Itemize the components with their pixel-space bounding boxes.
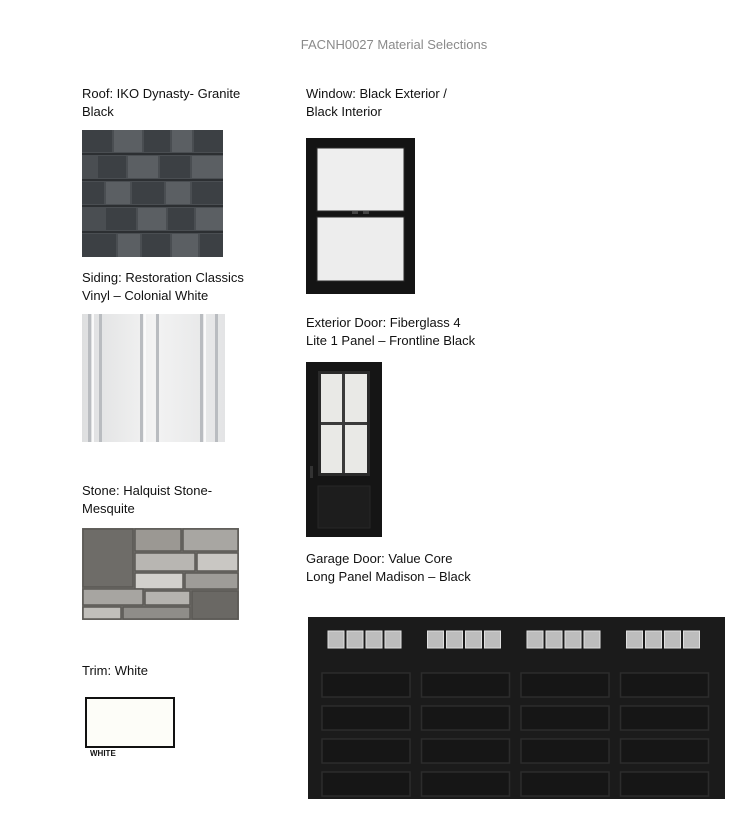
garage-window-lite	[328, 631, 344, 648]
garage-long-panel	[621, 772, 709, 796]
garage-long-panel	[322, 772, 410, 796]
garage-window-lite	[466, 631, 482, 648]
garage-window-lite	[428, 631, 444, 648]
exterior-door-image	[306, 362, 382, 537]
garage-long-panel	[322, 706, 410, 730]
roof-shingle-swatch	[82, 130, 223, 257]
garage-long-panel	[621, 739, 709, 763]
siding-label: Siding: Restoration Classics Vinyl – Colonial White	[82, 270, 244, 303]
roof-label: Roof: IKO Dynasty- Granite Black	[82, 86, 241, 119]
garage-long-panel	[521, 772, 609, 796]
garage-long-panel	[422, 739, 510, 763]
siding-swatch	[82, 314, 225, 442]
garage-long-panel	[422, 673, 510, 697]
stone-swatch	[82, 528, 239, 620]
window-label: Window: Black Exterior / Black Interior	[306, 86, 447, 119]
garage-long-panel	[521, 706, 609, 730]
garage-long-panel	[422, 706, 510, 730]
garage-window-lite	[527, 631, 543, 648]
garage-long-panel	[521, 673, 609, 697]
garage-long-panel	[422, 772, 510, 796]
garage-window-lite	[447, 631, 463, 648]
page-title: FACNH0027 Material Selections	[300, 37, 488, 52]
garage-window-lite	[565, 631, 581, 648]
garage-long-panel	[621, 673, 709, 697]
window-image	[306, 138, 415, 294]
garage-window-lite	[627, 631, 643, 648]
garage-window-lite	[366, 631, 382, 648]
door-label: Exterior Door: Fiberglass 4 Lite 1 Panel – Frontline Black	[306, 315, 476, 348]
garage-window-lite	[347, 631, 363, 648]
trim-swatch-caption: WHITE	[90, 749, 116, 758]
garage-window-lite	[546, 631, 562, 648]
garage-window-lite	[684, 631, 700, 648]
trim-white-swatch	[85, 697, 175, 748]
garage-window-lite	[584, 631, 600, 648]
garage-long-panel	[322, 673, 410, 697]
stone-label: Stone: Halquist Stone- Mesquite	[82, 483, 213, 516]
garage-window-lite	[646, 631, 662, 648]
garage-window-lite	[485, 631, 501, 648]
garage-long-panel	[621, 706, 709, 730]
garage-door-image	[308, 617, 725, 799]
garage-long-panel	[521, 739, 609, 763]
garage-label: Garage Door: Value Core Long Panel Madison – Black	[306, 551, 471, 584]
trim-label: Trim: White	[82, 663, 148, 678]
garage-window-lite	[385, 631, 401, 648]
garage-window-lite	[665, 631, 681, 648]
garage-long-panel	[322, 739, 410, 763]
